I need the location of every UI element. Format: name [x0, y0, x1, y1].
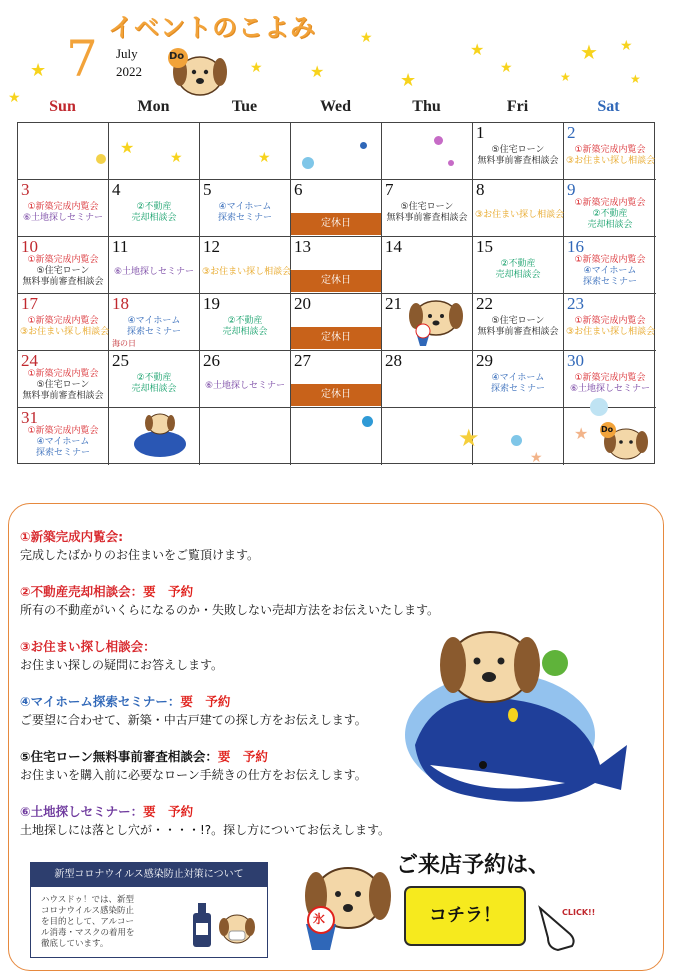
event-label: ⑥土地探しセミナー [113, 267, 195, 277]
star-icon: ★ [360, 30, 373, 46]
calendar-day-cell [564, 180, 656, 237]
event-label: 無料事前審査相談会 [386, 213, 468, 223]
day-number: 26 [203, 351, 220, 370]
dog-riding-whale-icon [395, 615, 635, 810]
event-label: 売却相談会 [222, 327, 268, 337]
calendar-day-cell [564, 237, 656, 294]
reservation-required-label: 要 予約 [143, 584, 194, 599]
star-icon: ★ [258, 150, 271, 166]
calendar-day-cell [564, 123, 656, 180]
legend-heading [20, 747, 268, 765]
event-label: ④マイホーム [36, 437, 90, 447]
legend-title: ①新築完成内覧会 [20, 529, 119, 544]
star-icon: ★ [630, 72, 641, 86]
star-icon: ★ [400, 70, 417, 91]
legend-title: ⑥土地探しセミナー [20, 804, 131, 819]
calendar-day-cell [18, 351, 109, 408]
event-label: ③お住まい探し相談会 [566, 327, 656, 337]
event-label: 無料事前審査相談会 [477, 156, 559, 166]
day-number: 29 [476, 351, 493, 370]
event-label: ①新築完成内覧会 [27, 369, 99, 379]
event-label: 売却相談会 [495, 270, 541, 280]
dog-badge: Do [169, 51, 185, 62]
legend-suffix: ： [143, 639, 156, 654]
star-icon: ★ [574, 424, 589, 443]
dog-mask-icon [217, 909, 257, 949]
event-label: ④マイホーム [127, 316, 181, 326]
event-label: ①新築完成内覧会 [574, 145, 646, 155]
bubble-decoration [362, 416, 373, 427]
event-label: 探索セミナー [490, 384, 545, 394]
day-number: 22 [476, 294, 493, 313]
legend-title: ③お住まい探し相談会 [20, 639, 144, 654]
calendar-day-cell [291, 123, 382, 180]
calendar-grid [17, 122, 655, 464]
star-icon: ★ [530, 450, 543, 466]
calendar-day-cell [200, 123, 291, 180]
legend-heading [20, 582, 193, 600]
event-label: ⑤住宅ローン [36, 380, 90, 390]
event-label: ⑥土地探しセミナー [22, 213, 104, 223]
covid-notice [30, 862, 268, 958]
covid-title: 新型コロナウイルス感染防止対策について [31, 863, 267, 887]
covid-body-line: 徹底しています。 [41, 939, 109, 949]
day-number: 15 [476, 237, 493, 256]
month-number: 7 [66, 30, 98, 88]
event-label: ②不動産 [500, 259, 536, 269]
star-icon: ★ [120, 138, 135, 157]
ice-label: 氷 [313, 912, 326, 926]
weekday-sat: Sat [597, 98, 620, 115]
day-number: 16 [567, 237, 584, 256]
calendar-day-cell [473, 237, 564, 294]
calendar-day-cell [18, 237, 109, 294]
day-number: 20 [294, 294, 311, 313]
calendar-day-cell [200, 351, 291, 408]
star-icon: ★ [580, 40, 598, 64]
event-label: ⑤住宅ローン [36, 266, 90, 276]
event-label: ②不動産 [136, 202, 172, 212]
bubble-decoration [96, 154, 106, 164]
day-number: 17 [21, 294, 38, 313]
day-number: 28 [385, 351, 402, 370]
star-icon: ★ [500, 60, 513, 76]
event-label: ④マイホーム [583, 266, 637, 276]
event-label: ①新築完成内覧会 [574, 373, 646, 383]
weekday-wed: Wed [319, 98, 352, 115]
star-icon: ★ [8, 90, 21, 106]
calendar-day-cell [200, 180, 291, 237]
star-icon: ★ [458, 424, 480, 452]
closed-day-banner: 定休日 [291, 384, 381, 406]
event-label: ⑤住宅ローン [400, 202, 454, 212]
day-number: 30 [567, 351, 584, 370]
reservation-required-label: 要 予約 [180, 694, 231, 709]
star-icon: ★ [170, 150, 183, 166]
event-label: ①新築完成内覧会 [27, 426, 99, 436]
calendar-day-cell [564, 351, 656, 408]
day-number: 24 [21, 351, 38, 370]
dog-shaved-ice-icon [404, 296, 466, 348]
star-icon: ★ [560, 70, 571, 84]
legend-suffix: ： [130, 804, 144, 819]
reservation-heading: ご来店予約は、 [396, 853, 551, 878]
calendar-day-cell [473, 351, 564, 408]
legend-title: ④マイホーム探索セミナー [20, 694, 168, 709]
calendar-day-cell [382, 123, 473, 180]
event-label: ②不動産 [227, 316, 263, 326]
event-label: ①新築完成内覧会 [574, 255, 646, 265]
legend-suffix: ： [167, 694, 181, 709]
day-number: 10 [21, 237, 38, 256]
calendar-day-cell [18, 180, 109, 237]
day-number: 4 [112, 180, 121, 199]
bubble-decoration [360, 142, 367, 149]
legend-title: ⑤住宅ローン無料事前審査相談会 [20, 749, 206, 764]
day-number: 21 [385, 294, 402, 313]
day-number: 6 [294, 180, 303, 199]
covid-body-line: ル消毒・マスクの着用を [41, 928, 135, 938]
calendar-day-cell [109, 351, 200, 408]
day-number: 18 [112, 294, 129, 313]
event-label: ④マイホーム [491, 373, 545, 383]
reservation-required-label: 要 予約 [217, 749, 268, 764]
weekday-mon: Mon [137, 98, 170, 115]
day-number: 14 [385, 237, 402, 256]
calendar-title: イベントのこよみ [108, 13, 317, 42]
legend-suffix: ： [130, 584, 144, 599]
event-label: 探索セミナー [126, 327, 181, 337]
legend-description: ご要望に合わせて、新築・中古戸建ての探し方をお伝えします。 [20, 713, 367, 727]
event-label: 無料事前審査相談会 [22, 391, 104, 401]
calendar-day-cell [200, 408, 291, 465]
legend-description: お住まい探しの疑問にお答えします。 [20, 658, 224, 672]
calendar-day-cell [564, 294, 656, 351]
dog-shaved-ice-icon [292, 858, 392, 953]
event-label: 無料事前審査相談会 [22, 277, 104, 287]
pointing-hand-icon[interactable] [536, 898, 616, 954]
calendar-day-cell [291, 237, 382, 294]
calendar-day-cell [291, 294, 382, 351]
star-icon: ★ [250, 60, 263, 76]
event-label: ①新築完成内覧会 [27, 255, 99, 265]
legend-description: 土地探しには落とし穴が・・・・!?。探し方についてお伝えします。 [20, 823, 390, 837]
bubble-decoration [590, 398, 608, 416]
day-number: 1 [476, 123, 485, 142]
calendar-day-cell [382, 237, 473, 294]
event-label: ①新築完成内覧会 [574, 198, 646, 208]
legend-heading [20, 692, 230, 710]
event-label: ①新築完成内覧会 [27, 316, 99, 326]
legend-description: 所有の不動産がいくらになるのか・失敗しない売却方法をお伝えいたします。 [20, 603, 440, 617]
legend-description: 完成したばかりのお住まいをご覧頂けます。 [20, 548, 260, 562]
star-icon: ★ [470, 40, 485, 59]
closed-day-banner: 定休日 [291, 213, 381, 235]
day-number: 3 [21, 180, 30, 199]
calendar-day-cell [473, 180, 564, 237]
bubble-decoration [511, 435, 522, 446]
calendar-day-cell [109, 180, 200, 237]
legend-suffix: ： [205, 749, 218, 764]
event-label: 売却相談会 [131, 384, 177, 394]
event-label: 無料事前審査相談会 [477, 327, 559, 337]
weekday-thu: Thu [412, 98, 441, 115]
day-number: 12 [203, 237, 220, 256]
weekday-fri: Fri [506, 98, 529, 115]
star-icon: ★ [30, 60, 47, 81]
event-label: 探索セミナー [217, 213, 272, 223]
calendar-day-cell [291, 180, 382, 237]
event-label: ③お住まい探し相談会 [202, 267, 292, 277]
event-label: ③お住まい探し相談会 [566, 156, 656, 166]
covid-body-line: を目的として、アルコー [41, 917, 134, 927]
reservation-required-label: 要 予約 [143, 804, 194, 819]
calendar-day-cell [473, 123, 564, 180]
calendar-day-cell [473, 294, 564, 351]
event-label: ①新築完成内覧会 [27, 202, 99, 212]
calendar-day-cell [109, 294, 200, 351]
calendar-day-cell [200, 294, 291, 351]
day-number: 27 [294, 351, 311, 370]
bubble-decoration [448, 160, 454, 166]
day-number: 31 [21, 408, 38, 427]
month-name: July [116, 46, 138, 61]
event-label: ⑥土地探しセミナー [204, 381, 286, 391]
day-number: 9 [567, 180, 576, 199]
sanitizer-icon [189, 899, 215, 949]
legend-description: お住まいを購入前に必要なローン手続きの仕方をお伝えします。 [20, 768, 367, 782]
day-number: 2 [567, 123, 576, 142]
event-label: ①新築完成内覧会 [574, 316, 646, 326]
day-number: 13 [294, 237, 311, 256]
bubble-decoration [434, 136, 443, 145]
day-number: 5 [203, 180, 212, 199]
legend-title: ②不動産売却相談会 [20, 584, 131, 599]
calendar-day-cell [18, 294, 109, 351]
event-label: ②不動産 [592, 209, 628, 219]
closed-day-banner: 定休日 [291, 270, 381, 292]
event-label: 売却相談会 [587, 220, 633, 230]
day-number: 19 [203, 294, 220, 313]
weekday-tue: Tue [231, 98, 258, 115]
day-number: 23 [567, 294, 584, 313]
year-label: 2022 [116, 64, 142, 79]
day-number: 25 [112, 351, 129, 370]
event-label: ②不動産 [136, 373, 172, 383]
legend-heading [20, 802, 193, 820]
calendar-day-cell [18, 408, 109, 465]
event-label: ③お住まい探し相談会 [475, 210, 565, 220]
covid-body-line: コロナウイルス感染防止 [41, 906, 134, 916]
covid-body [41, 895, 135, 950]
weekday-sun: Sun [49, 98, 76, 115]
dog-badge: Do [601, 425, 614, 434]
event-label: ⑤住宅ローン [491, 145, 545, 155]
calendar-day-cell [200, 237, 291, 294]
dog-whale-icon [130, 410, 190, 460]
click-label: CLICK!! [562, 908, 596, 917]
event-label: ⑤住宅ローン [491, 316, 545, 326]
calendar-day-cell [109, 237, 200, 294]
event-label: 探索セミナー [35, 448, 90, 458]
event-label: ⑥土地探しセミナー [569, 384, 651, 394]
star-icon: ★ [620, 38, 633, 54]
event-label: 探索セミナー [582, 277, 637, 287]
legend-heading [20, 637, 156, 655]
reservation-button[interactable]: コチラ！ [404, 886, 526, 946]
legend-heading [20, 527, 123, 545]
event-label: 売却相談会 [131, 213, 177, 223]
calendar-day-cell [382, 351, 473, 408]
star-icon: ★ [310, 62, 325, 81]
day-number: 7 [385, 180, 394, 199]
day-number: 8 [476, 180, 485, 199]
bubble-decoration [302, 157, 314, 169]
calendar-day-cell [18, 123, 109, 180]
covid-body-line: ハウスドゥ！では、新型 [41, 895, 135, 905]
holiday-note: 海の日 [112, 339, 136, 348]
calendar-day-cell [382, 180, 473, 237]
event-label: ④マイホーム [218, 202, 272, 212]
event-label: ③お住まい探し相談会 [20, 327, 110, 337]
legend-suffix: : [118, 529, 124, 544]
calendar-day-cell [291, 351, 382, 408]
day-number: 11 [112, 237, 129, 256]
closed-day-banner: 定休日 [291, 327, 381, 349]
